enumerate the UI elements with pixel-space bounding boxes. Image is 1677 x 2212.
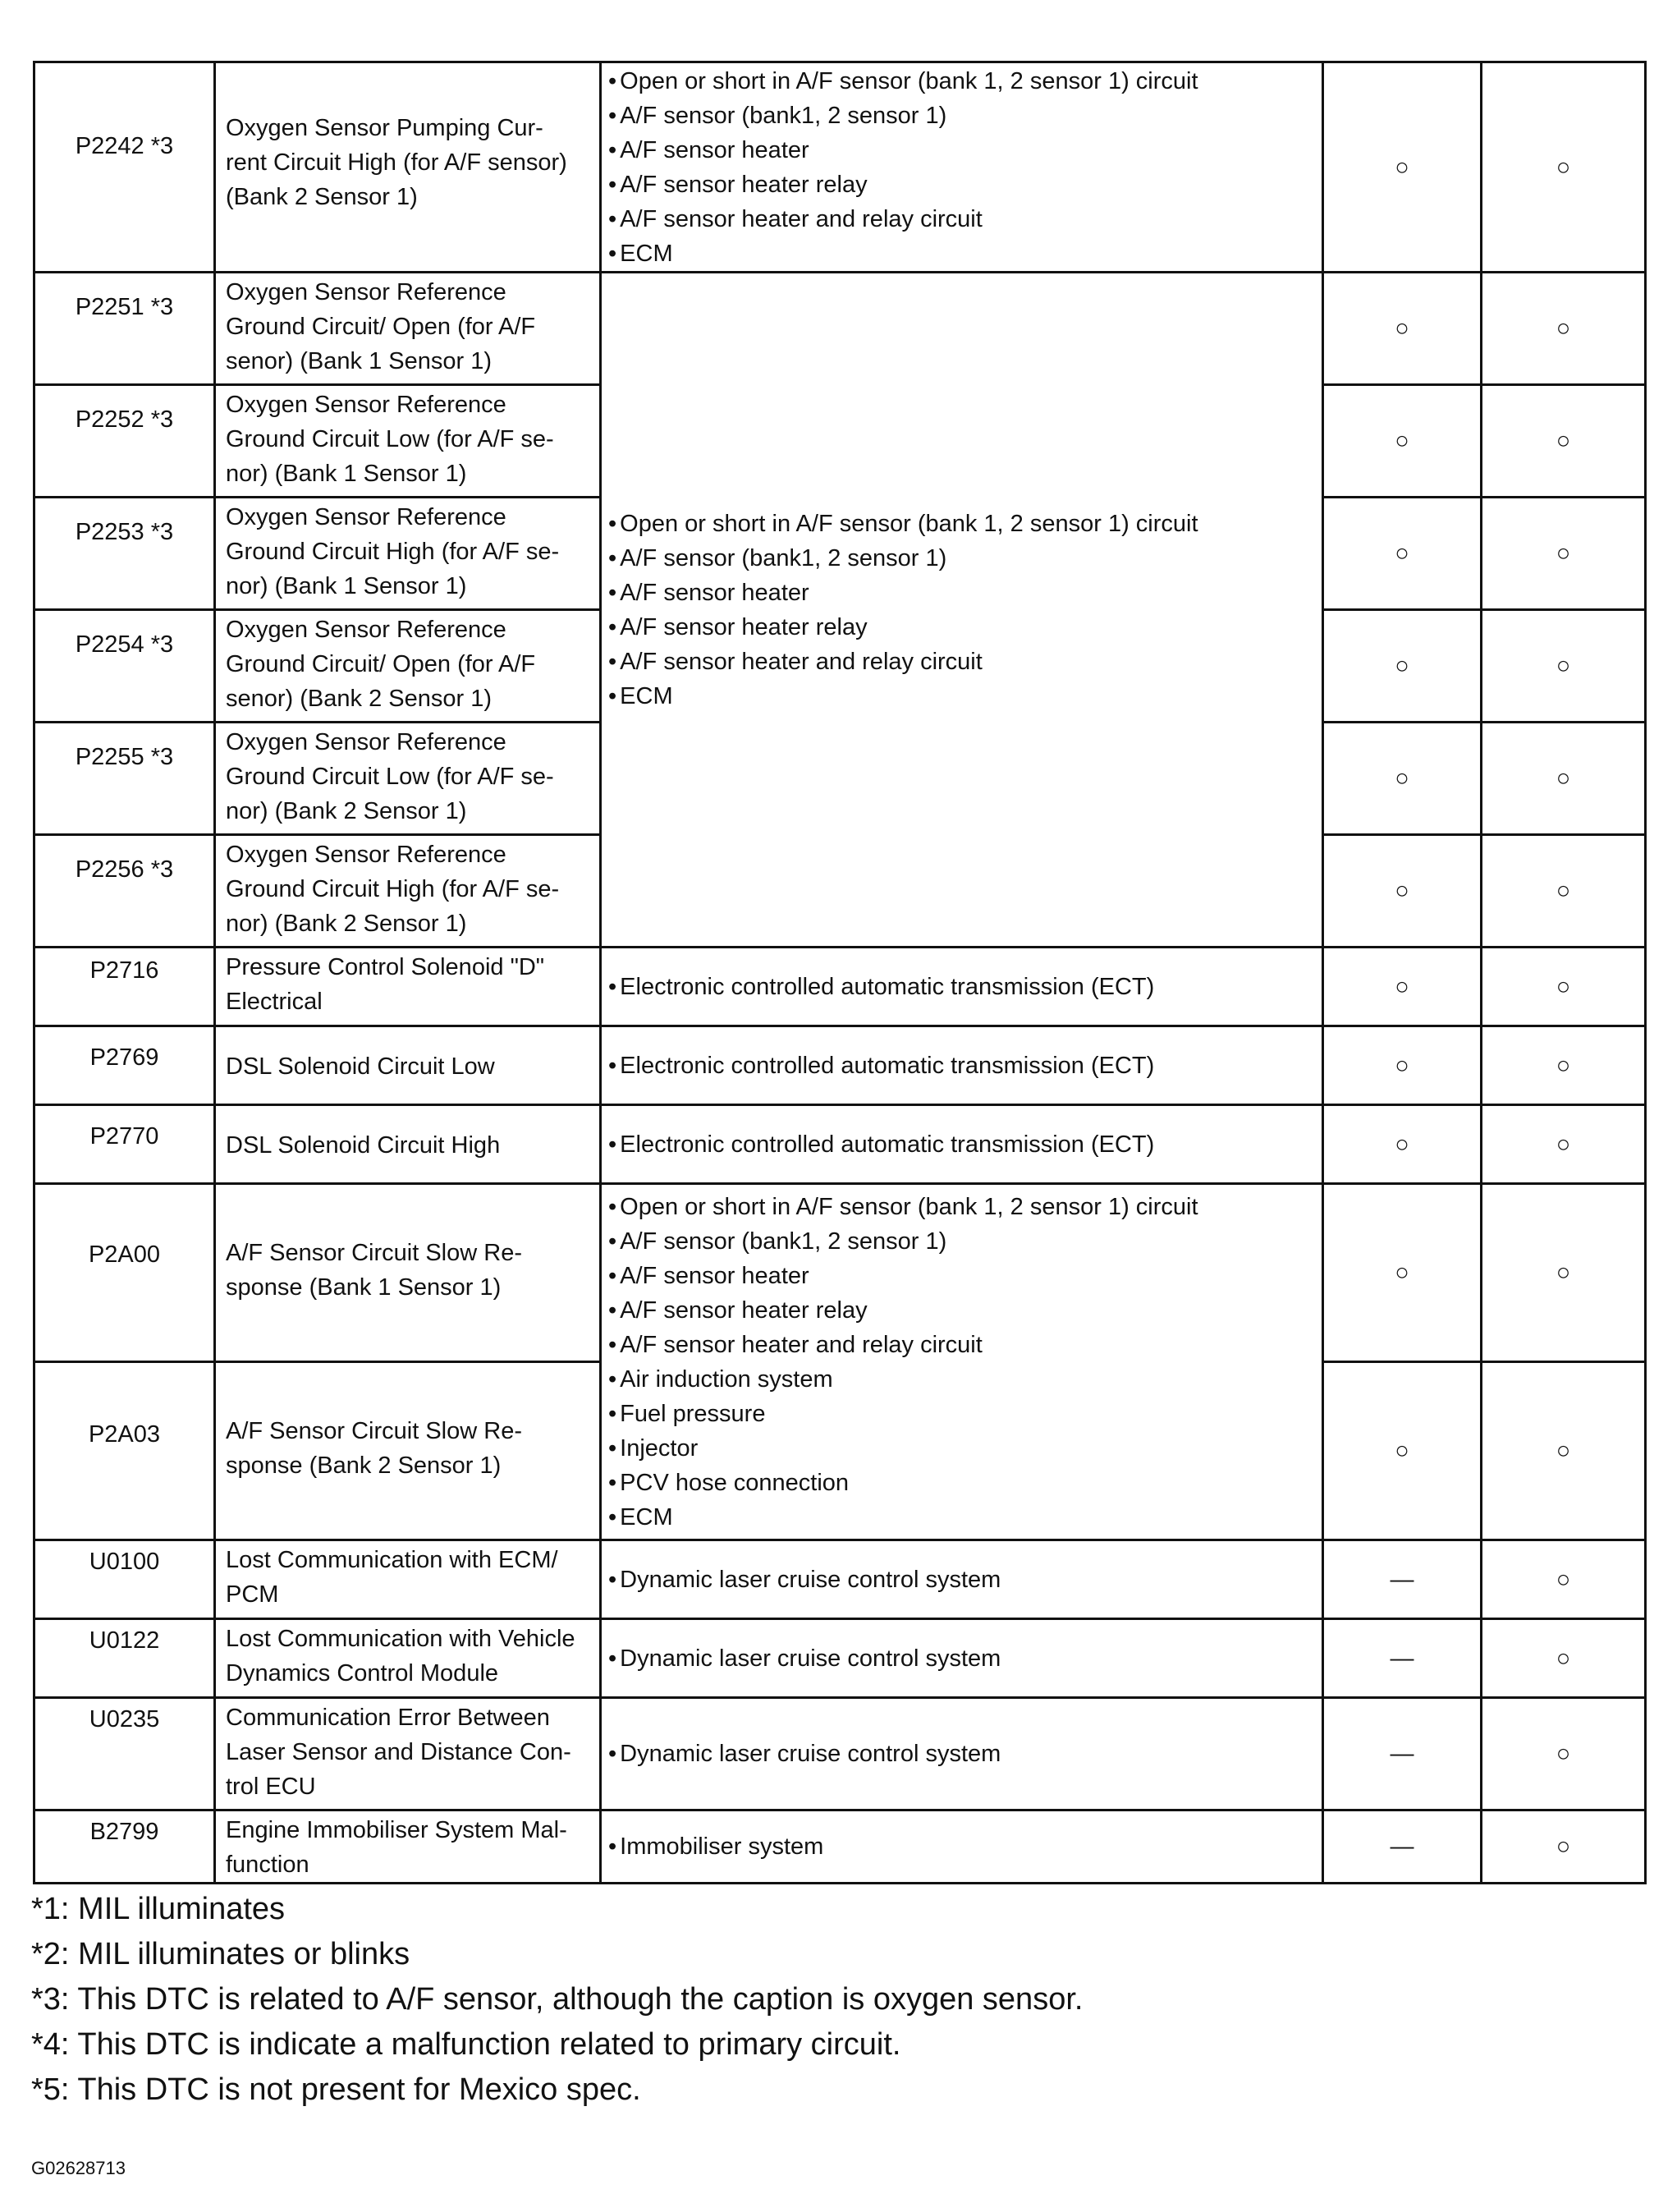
trouble-area	[601, 1619, 1323, 1698]
mil-mark: —	[1323, 1810, 1482, 1884]
mil-mark: —	[1323, 1619, 1482, 1698]
trouble-area-item: • A/F sensor heater	[608, 1259, 1312, 1293]
trouble-area-item: • Fuel pressure	[608, 1397, 1312, 1431]
mil-mark: —	[1323, 1540, 1482, 1619]
table-row	[34, 273, 1646, 385]
dtc-description: Oxygen Sensor Reference Ground Circuit High (for A/F se- nor) (Bank 2 Sensor 1)	[215, 835, 601, 948]
mil-mark: ○	[1323, 610, 1482, 723]
trouble-area-item: • ECM	[608, 1500, 1312, 1535]
memory-mark: ○	[1482, 62, 1646, 273]
memory-mark: ○	[1482, 1184, 1646, 1362]
memory-mark: ○	[1482, 273, 1646, 385]
trouble-area-item: • Open or short in A/F sensor (bank 1, 2 sensor 1) circuit	[608, 507, 1312, 541]
trouble-area-item: • A/F sensor heater and relay circuit	[608, 202, 1312, 236]
dtc-code: U0122	[34, 1619, 215, 1698]
dtc-description: Oxygen Sensor Reference Ground Circuit/ Open (for A/F senor) (Bank 1 Sensor 1)	[215, 273, 601, 385]
trouble-area	[601, 1105, 1323, 1184]
mil-mark: ○	[1323, 723, 1482, 835]
dtc-description: DSL Solenoid Circuit High	[215, 1105, 601, 1184]
trouble-area-item: • A/F sensor heater and relay circuit	[608, 645, 1312, 679]
dtc-description: Oxygen Sensor Pumping Cur- rent Circuit High (for A/F sensor) (Bank 2 Sensor 1)	[215, 62, 601, 273]
trouble-area-item: • A/F sensor heater relay	[608, 1293, 1312, 1328]
dtc-code: P2255 *3	[34, 723, 215, 835]
trouble-area-item: • A/F sensor heater and relay circuit	[608, 1328, 1312, 1362]
dtc-description: A/F Sensor Circuit Slow Re- sponse (Bank 1 Sensor 1)	[215, 1184, 601, 1362]
mil-mark: —	[1323, 1698, 1482, 1810]
mil-mark: ○	[1323, 835, 1482, 948]
trouble-area	[601, 1184, 1323, 1540]
memory-mark: ○	[1482, 835, 1646, 948]
table-row	[34, 1184, 1646, 1362]
dtc-description: Pressure Control Solenoid "D" Electrical	[215, 948, 601, 1026]
trouble-area-item: • Electronic controlled automatic transmission (ECT)	[608, 970, 1312, 1004]
table-row	[34, 62, 1646, 273]
footnote: *3: This DTC is related to A/F sensor, although the caption is oxygen sensor.	[31, 1982, 1084, 2017]
trouble-area-item: • Dynamic laser cruise control system	[608, 1737, 1312, 1771]
memory-mark: ○	[1482, 1540, 1646, 1619]
memory-mark: ○	[1482, 1698, 1646, 1810]
trouble-area-item: • Air induction system	[608, 1362, 1312, 1397]
trouble-area-item: • Dynamic laser cruise control system	[608, 1563, 1312, 1597]
dtc-code: P2254 *3	[34, 610, 215, 723]
trouble-area-item: • Open or short in A/F sensor (bank 1, 2 sensor 1) circuit	[608, 1190, 1312, 1224]
dtc-description: Oxygen Sensor Reference Ground Circuit Low (for A/F se- nor) (Bank 2 Sensor 1)	[215, 723, 601, 835]
dtc-code: P2252 *3	[34, 385, 215, 498]
mil-mark: ○	[1323, 62, 1482, 273]
dtc-code: B2799	[34, 1810, 215, 1884]
trouble-area	[601, 1698, 1323, 1810]
memory-mark: ○	[1482, 610, 1646, 723]
memory-mark: ○	[1482, 385, 1646, 498]
memory-mark: ○	[1482, 1105, 1646, 1184]
trouble-area-item: • A/F sensor (bank1, 2 sensor 1)	[608, 1224, 1312, 1259]
memory-mark: ○	[1482, 1026, 1646, 1105]
dtc-description: Oxygen Sensor Reference Ground Circuit/ Open (for A/F senor) (Bank 2 Sensor 1)	[215, 610, 601, 723]
table-row	[34, 1105, 1646, 1184]
mil-mark: ○	[1323, 1184, 1482, 1362]
table-row	[34, 948, 1646, 1026]
trouble-area-item: • A/F sensor heater	[608, 133, 1312, 168]
dtc-description: Engine Immobiliser System Mal- function	[215, 1810, 601, 1884]
dtc-description: Oxygen Sensor Reference Ground Circuit Low (for A/F se- nor) (Bank 1 Sensor 1)	[215, 385, 601, 498]
dtc-description: Oxygen Sensor Reference Ground Circuit High (for A/F se- nor) (Bank 1 Sensor 1)	[215, 498, 601, 610]
trouble-area-item: • ECM	[608, 236, 1312, 271]
dtc-code: P2253 *3	[34, 498, 215, 610]
memory-mark: ○	[1482, 1810, 1646, 1884]
trouble-area-item: • Electronic controlled automatic transmission (ECT)	[608, 1049, 1312, 1083]
dtc-code: P2242 *3	[34, 62, 215, 273]
dtc-description: Communication Error Between Laser Sensor and Distance Con- trol ECU	[215, 1698, 601, 1810]
trouble-area	[601, 1540, 1323, 1619]
trouble-area-item: • A/F sensor (bank1, 2 sensor 1)	[608, 541, 1312, 576]
memory-mark: ○	[1482, 498, 1646, 610]
dtc-code: P2769	[34, 1026, 215, 1105]
footnote: *1: MIL illuminates	[31, 1892, 286, 1926]
trouble-area-item: • A/F sensor heater	[608, 576, 1312, 610]
dtc-description: A/F Sensor Circuit Slow Re- sponse (Bank 2 Sensor 1)	[215, 1362, 601, 1540]
trouble-area-item: • Electronic controlled automatic transmission (ECT)	[608, 1127, 1312, 1162]
table-row	[34, 1540, 1646, 1619]
dtc-code: U0235	[34, 1698, 215, 1810]
dtc-description: DSL Solenoid Circuit Low	[215, 1026, 601, 1105]
dtc-description: Lost Communication with Vehicle Dynamics Control Module	[215, 1619, 601, 1698]
footnote: *2: MIL illuminates or blinks	[31, 1937, 410, 1971]
trouble-area	[601, 1026, 1323, 1105]
figure-id: G02628713	[31, 2158, 126, 2178]
table-row	[34, 1619, 1646, 1698]
dtc-code: P2716	[34, 948, 215, 1026]
mil-mark: ○	[1323, 1026, 1482, 1105]
footnote: *4: This DTC is indicate a malfunction related to primary circuit.	[31, 2027, 901, 2062]
dtc-description: Lost Communication with ECM/ PCM	[215, 1540, 601, 1619]
trouble-area	[601, 273, 1323, 948]
memory-mark: ○	[1482, 948, 1646, 1026]
trouble-area-item: • PCV hose connection	[608, 1466, 1312, 1500]
mil-mark: ○	[1323, 385, 1482, 498]
mil-mark: ○	[1323, 1105, 1482, 1184]
trouble-area-item: • ECM	[608, 679, 1312, 714]
footnote: *5: This DTC is not present for Mexico spec.	[31, 2072, 641, 2107]
table-row	[34, 1810, 1646, 1884]
mil-mark: ○	[1323, 1362, 1482, 1540]
trouble-area	[601, 948, 1323, 1026]
trouble-area-item: • Injector	[608, 1431, 1312, 1466]
trouble-area-item: • Immobiliser system	[608, 1829, 1312, 1864]
mil-mark: ○	[1323, 948, 1482, 1026]
dtc-table	[33, 61, 1647, 1884]
trouble-area-item: • A/F sensor heater relay	[608, 168, 1312, 202]
dtc-code: P2A03	[34, 1362, 215, 1540]
memory-mark: ○	[1482, 723, 1646, 835]
dtc-code: P2A00	[34, 1184, 215, 1362]
memory-mark: ○	[1482, 1619, 1646, 1698]
trouble-area	[601, 1810, 1323, 1884]
dtc-code: P2770	[34, 1105, 215, 1184]
dtc-code: P2251 *3	[34, 273, 215, 385]
memory-mark: ○	[1482, 1362, 1646, 1540]
table-row	[34, 1026, 1646, 1105]
trouble-area	[601, 62, 1323, 273]
trouble-area-item: • A/F sensor (bank1, 2 sensor 1)	[608, 99, 1312, 133]
trouble-area-item: • A/F sensor heater relay	[608, 610, 1312, 645]
dtc-code: U0100	[34, 1540, 215, 1619]
trouble-area-item: • Open or short in A/F sensor (bank 1, 2 sensor 1) circuit	[608, 64, 1312, 99]
table-row	[34, 1698, 1646, 1810]
mil-mark: ○	[1323, 273, 1482, 385]
footnotes	[31, 1887, 1083, 2113]
trouble-area-item: • Dynamic laser cruise control system	[608, 1641, 1312, 1676]
mil-mark: ○	[1323, 498, 1482, 610]
dtc-code: P2256 *3	[34, 835, 215, 948]
